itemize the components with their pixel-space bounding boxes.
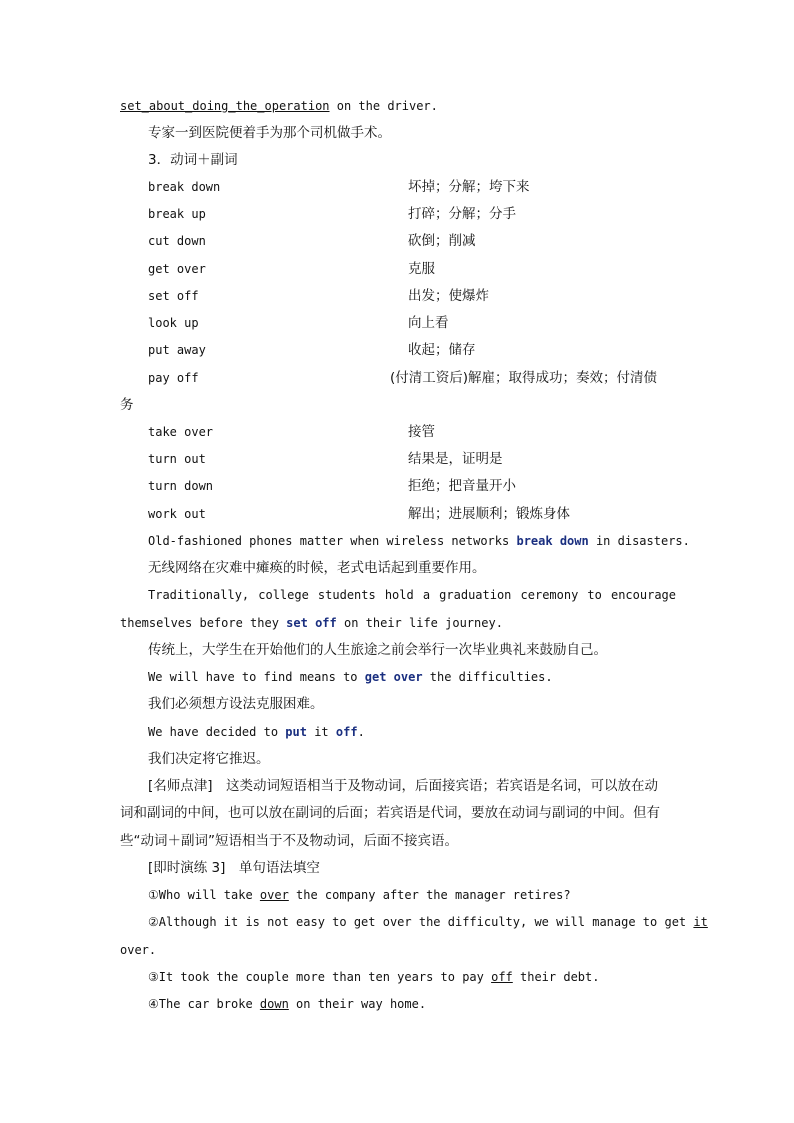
tip-line: [名师点津] 这类动词短语相当于及物动词，后面接宾语；若宾语是名词，可以放在动 [148, 778, 659, 794]
answer: it [693, 915, 708, 929]
phrase-cn: (付清工资后)解雇；取得成功；奏效；付清债 [390, 370, 658, 386]
translation-line: 我们决定将它推迟。 [148, 751, 270, 767]
phrase-row [148, 422, 676, 442]
phrase-row [148, 286, 676, 306]
keyword: put [285, 725, 307, 739]
translation-line: 我们必须想方设法克服困难。 [148, 696, 324, 712]
tip-line: 些“动词＋副词”短语相当于不及物动词，后面不接宾语。 [120, 833, 458, 849]
practice-question: ③It took the couple more than ten years to pay off their debt. [148, 970, 600, 984]
phrase-cn: 结果是，证明是 [408, 451, 503, 467]
phrase-en: put away [148, 343, 206, 357]
example-sentence: We have decided to put it off. [148, 725, 365, 739]
phrase-en: cut down [148, 234, 206, 248]
phrase-row [148, 204, 676, 224]
phrase-en: turn out [148, 452, 206, 466]
example-sentence: Traditionally, college students hold a graduation ceremony to encourage [148, 588, 676, 602]
phrase-en: look up [148, 316, 199, 330]
phrase-cn: 克服 [408, 261, 435, 277]
answer: down [259, 997, 289, 1011]
phrase-cn: 砍倒；削减 [408, 233, 476, 249]
phrase-en: work out [148, 507, 206, 521]
phrase-cn: 拒绝；把音量开小 [408, 478, 516, 494]
translation-line: 专家一到医院便着手为那个司机做手术。 [148, 125, 391, 141]
phrase-row [148, 504, 676, 524]
phrase-row [148, 368, 676, 388]
phrase-cn: 接管 [408, 424, 435, 440]
example-sentence-continuation: themselves before they set off on their life journey. [120, 616, 503, 630]
example-sentence: We will have to find means to get over the difficulties. [148, 670, 553, 684]
practice-title: [即时演练 3] 单句语法填空 [148, 860, 320, 876]
practice-question: ④The car broke down on their way home. [148, 997, 427, 1011]
phrase-en: take over [148, 425, 214, 439]
practice-question: ②Although it is not easy to get over the difficulty, we will manage to get it [148, 915, 708, 929]
example-sentence: Old-fashioned phones matter when wireless networks break down in disasters. [148, 534, 690, 548]
answer: over [259, 888, 289, 902]
phrase-cn: 打碎；分解；分手 [408, 206, 516, 222]
phrase-cn: 解出；进展顺利；锻炼身体 [408, 506, 570, 522]
phrase-row [148, 231, 676, 251]
phrase-row [148, 177, 676, 197]
keyword: set off [286, 616, 337, 630]
phrase-row [148, 340, 676, 360]
phrase-row [148, 449, 676, 469]
phrase-en: break down [148, 180, 221, 194]
phrase-row [148, 313, 676, 333]
phrase-row [148, 476, 676, 496]
phrase-cn: 坏掉；分解；垮下来 [408, 179, 530, 195]
keyword: break down [516, 534, 589, 548]
translation-line: 无线网络在灾难中瘫痪的时候，老式电话起到重要作用。 [148, 560, 486, 576]
answer: off [491, 970, 513, 984]
section-heading: 3．动词＋副词 [148, 152, 238, 168]
phrase-cn: 收起；储存 [408, 342, 476, 358]
phrase-en: get over [148, 262, 206, 276]
practice-question: ①Who will take over the company after the manager retires? [148, 888, 571, 902]
phrase-row [148, 259, 676, 279]
phrase-cn: 出发；使爆炸 [408, 288, 489, 304]
phrase-en: set off [148, 289, 199, 303]
phrase-en: pay off [148, 371, 199, 385]
keyword: get over [364, 670, 423, 684]
phrase-en: turn down [148, 479, 214, 493]
translation-line: 传统上，大学生在开始他们的人生旅途之前会举行一次毕业典礼来鼓励自己。 [148, 642, 607, 658]
underlined-phrase: set_about_doing_the_operation [120, 99, 330, 113]
example-sentence-continuation: set_about_doing_the_operation on the driver. [120, 99, 438, 113]
phrase-cn-continuation: 务 [120, 397, 134, 413]
practice-question-continuation: over. [120, 943, 157, 957]
keyword: off [335, 725, 358, 739]
phrase-cn: 向上看 [408, 315, 449, 331]
tip-line: 词和副词的中间，也可以放在副词的后面；若宾语是代词，要放在动词与副词的中间。但有 [120, 805, 660, 821]
phrase-en: break up [148, 207, 206, 221]
